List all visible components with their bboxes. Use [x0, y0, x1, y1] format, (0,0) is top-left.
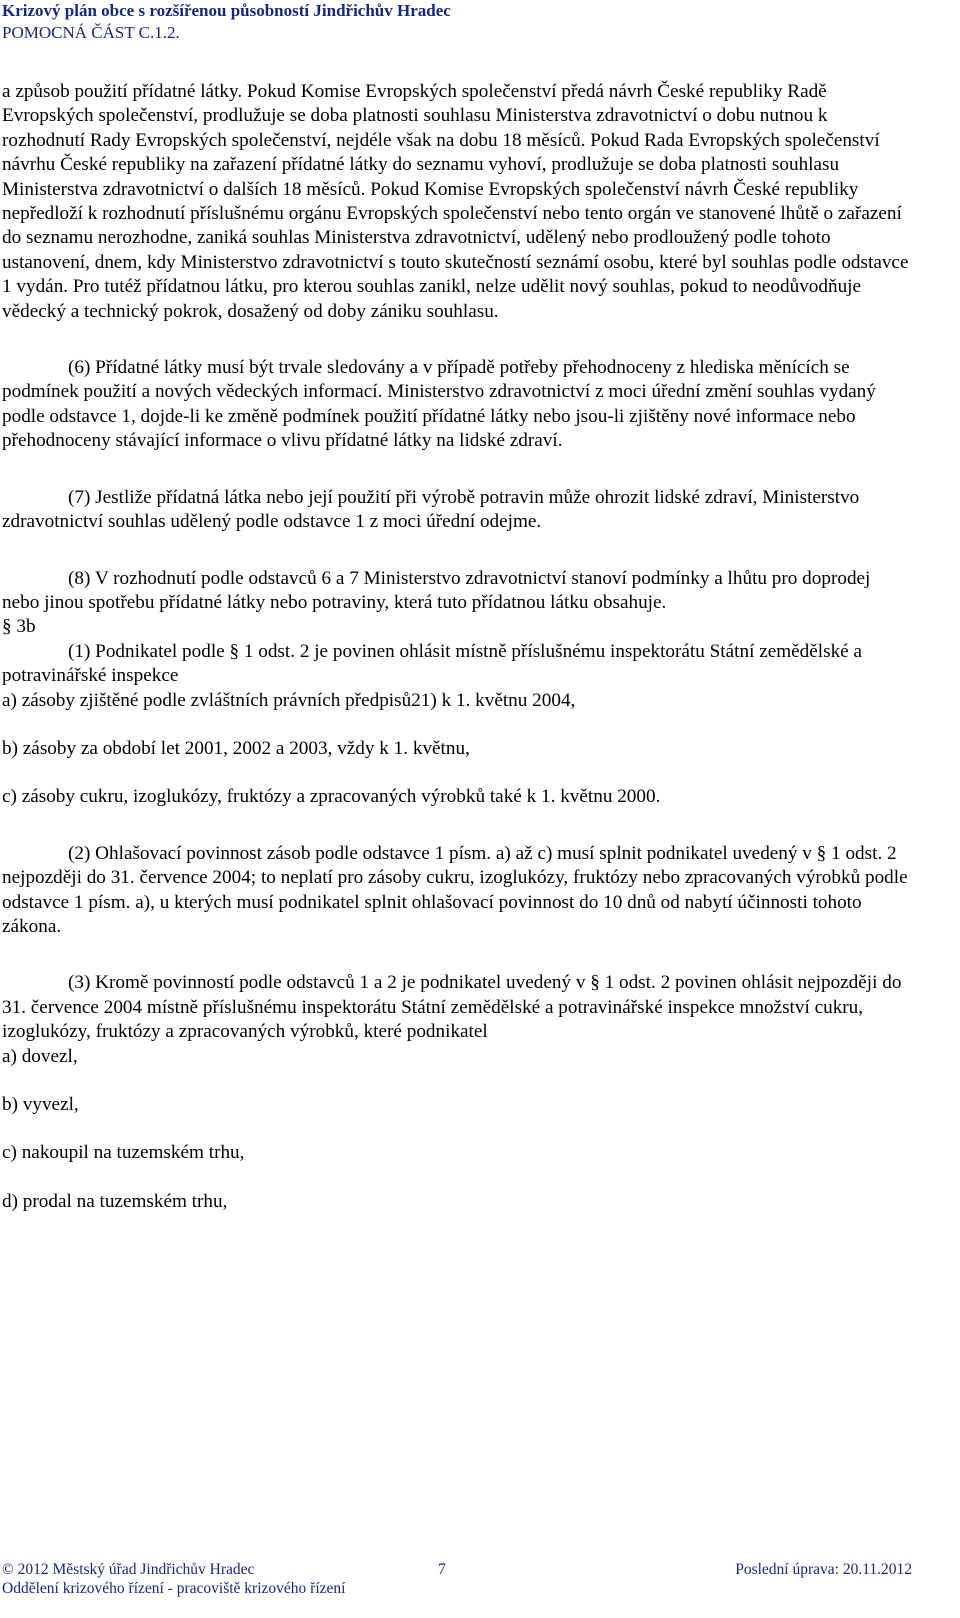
paragraph-6: (6) Přídatné látky musí být trvale sledovány a v případě potřeby přehodnoceny z hlediska měnících se podmínek použití a nových vědeckých informací. Ministerstvo zdravotnictví z moci úřední změní souhlas vydaný podle odstavce 1, dojde-li ke změně podmínek použití přídatné látky nebo jsou-li zjištěny nové informace nebo přehodnoceny stávající informace o vlivu přídatné látky na lidské zdraví.	[2, 357, 876, 452]
page-header	[2, 0, 942, 44]
list-item: a) dovezl,	[2, 1045, 78, 1067]
list-item: c) zásoby cukru, izoglukózy, fruktózy a zpracovaných výrobků také k 1. květnu 2000.	[2, 786, 661, 808]
paragraph-2: (2) Ohlašovací povinnost zásob podle odstavce 1 písm. a) až c) musí splnit podnikatel uvedený v § 1 odst. 2 nejpozději do 31. července 2004; to neplatí pro zásoby cukru, izoglukózy, fruktózy nebo zpracovaných výrobků podle odstavce 1 písm. a), u kterých musí podnikatel splnit ohlašovací povinnost do 10 dnů od nabytí účinnosti tohoto zákona.	[2, 842, 908, 937]
page-number: 7	[438, 1561, 446, 1578]
footer-department: Oddělení krizového řízení - pracoviště krizového řízení	[2, 1580, 346, 1597]
list-item: d) prodal na tuzemském trhu,	[2, 1190, 228, 1212]
document-body	[2, 80, 912, 1214]
paragraph-3: (3) Kromě povinností podle odstavců 1 a 2 je podnikatel uvedený v § 1 odst. 2 povinen ohlásit nejpozději do 31. července 2004 místně příslušnému inspektorátu Státní zemědělské a potravinářské inspekce množství cukru, izoglukózy, fruktózy a zpracovaných výrobků, které podnikatel	[2, 972, 902, 1043]
paragraph-continuation: a způsob použití přídatné látky. Pokud Komise Evropských společenství předá návrh České republiky Radě Evropských společenství, prodlužuje se doba platnosti souhlasu Ministerstva zdravotnictví o dobu nutnou k rozhodnutí Rady Evropských společenství, nejdéle však na dobu 18 měsíců. Pokud Rada Evropských společenství návrhu České republiky na zařazení přídatné látky do seznamu vyhoví, prodlužuje se doba platnosti souhlasu Ministerstva zdravotnictví o dalších 18 měsíců. Pokud Komise Evropských společenství návrh České republiky nepředloží k rozhodnutí příslušnému orgánu Evropských společenství nebo tento orgán ve stanovené lhůtě o zařazení do seznamu nerozhodne, zaniká souhlas Ministerstva zdravotnictví, udělený nebo prodloužený podle tohoto ustanovení, dnem, kdy Ministerstvo zdravotnictví s touto skutečností seznámí osobu, které byl souhlas podle odstavce 1 vydán. Pro tutéž přídatnou látku, pro kterou souhlas zanikl, nelze udělit nový souhlas, pokud to neodůvodňuje vědecký a technický pokrok, dosažený od doby zániku souhlasu.	[2, 81, 909, 322]
section-heading: § 3b	[2, 616, 36, 638]
list-item: a) zásoby zjištěné podle zvláštních právních předpisů21) k 1. květnu 2004,	[2, 689, 576, 711]
page-footer	[2, 1560, 912, 1598]
document-section: POMOCNÁ ČÁST C.1.2.	[2, 23, 180, 42]
paragraph-1: (1) Podnikatel podle § 1 odst. 2 je povinen ohlásit místně příslušnému inspektorátu Státní zemědělské a potravinářské inspekce	[2, 640, 863, 687]
list-item: c) nakoupil na tuzemském trhu,	[2, 1142, 245, 1164]
list-item: b) zásoby za období let 2001, 2002 a 2003, vždy k 1. květnu,	[2, 737, 470, 759]
document-title: Krizový plán obce s rozšířenou působností Jindřichův Hradec	[2, 1, 451, 20]
footer-copyright: © 2012 Městský úřad Jindřichův Hradec	[2, 1561, 255, 1578]
footer-last-update: Poslední úprava: 20.11.2012	[735, 1561, 912, 1578]
paragraph-7: (7) Jestliže přídatná látka nebo její použití při výrobě potravin může ohrozit lidské zdraví, Ministerstvo zdravotnictví souhlas udělený podle odstavce 1 z moci úřední odejme.	[2, 486, 860, 533]
paragraph-8: (8) V rozhodnutí podle odstavců 6 a 7 Ministerstvo zdravotnictví stanoví podmínky a lhůtu pro doprodej nebo jinou spotřebu přídatné látky nebo potraviny, která tuto přídatnou látku obsahuje.	[2, 567, 871, 613]
list-item: b) vyvezl,	[2, 1094, 79, 1115]
